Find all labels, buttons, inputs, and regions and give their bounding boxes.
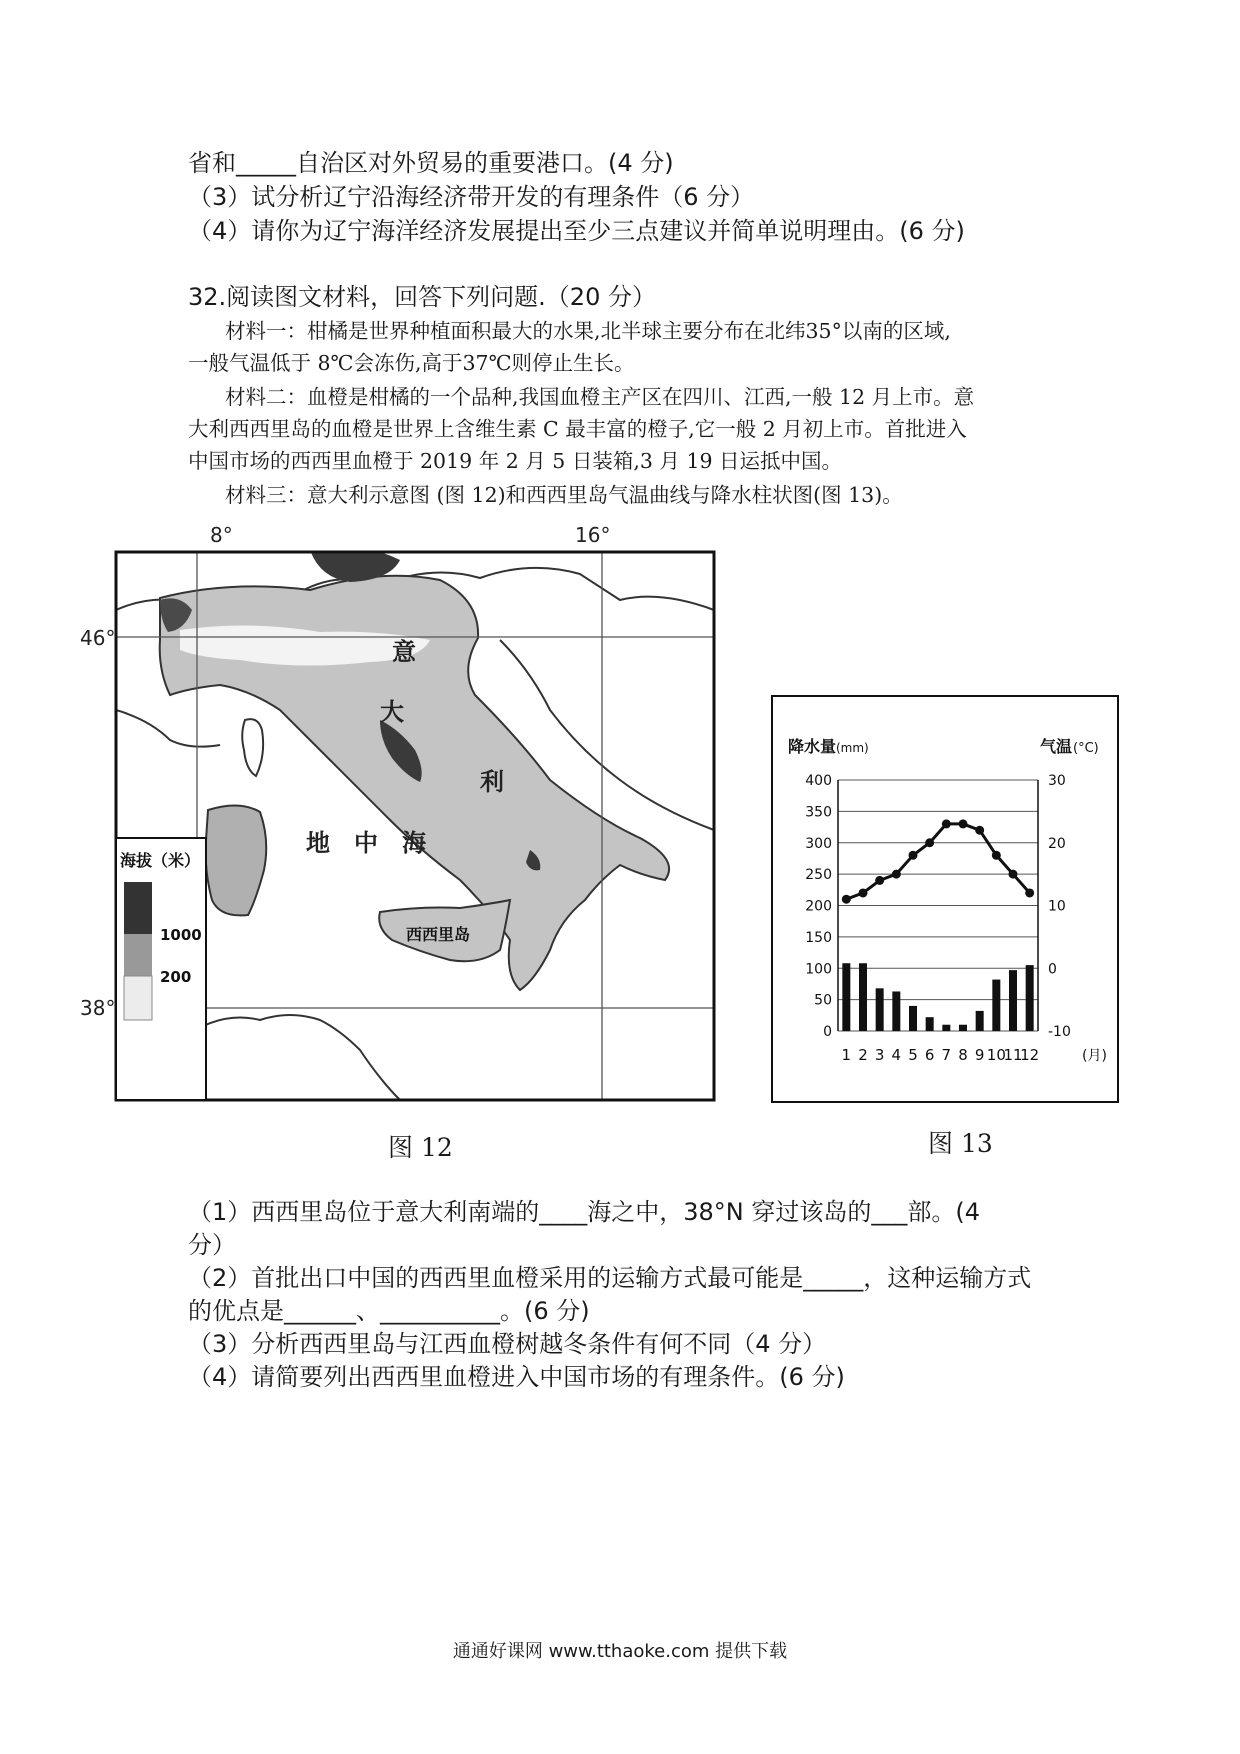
temp-point-8 <box>959 819 968 828</box>
page-footer: 通通好课网 www.tthaoke.com 提供下载 <box>452 1641 788 1662</box>
question-32-title: 32.阅读图文材料，回答下列问题.（20 分） <box>188 283 656 311</box>
x-tick-12: 12 <box>1020 1046 1040 1064</box>
material-1-line-2: 一般气温低于 8℃会冻伤,高于37℃则停止生长。 <box>188 351 635 375</box>
sub-question-1-line-1: （1）西西里岛位于意大利南端的____海之中，38°N 穿过该岛的___部。(4 <box>188 1198 981 1226</box>
sub-question-4: （4）请简要列出西西里血橙进入中国市场的有理条件。(6 分) <box>188 1363 845 1391</box>
left-tick-400: 400 <box>805 773 832 789</box>
temp-point-2 <box>859 888 868 897</box>
left-tick-50: 50 <box>814 992 832 1009</box>
sub-question-3: （3）分析西西里岛与江西血橙树越冬条件有何不同（4 分） <box>188 1330 827 1358</box>
precip-bar-5 <box>909 1006 917 1031</box>
legend-title: 海拔（米） <box>120 851 201 870</box>
left-tick-200: 200 <box>805 898 832 915</box>
right-axis-label: 气温 <box>1040 737 1073 756</box>
temp-point-5 <box>909 851 918 860</box>
elevation-legend <box>116 838 206 1100</box>
x-tick-5: 5 <box>908 1046 918 1064</box>
italy-map <box>80 520 760 1120</box>
material-2-line-3: 中国市场的西西里血橙于 2019 年 2 月 5 日装箱,3 月 19 日运抵中国。 <box>188 449 843 473</box>
temp-point-3 <box>875 876 884 885</box>
country-char-1: 意 <box>392 638 416 666</box>
material-2-line-1: 材料二：血橙是柑橘的一个品种,我国血橙主产区在四川、江西,一般 12 月上市。意 <box>225 385 975 409</box>
x-tick-7: 7 <box>941 1046 952 1064</box>
question-31-part-3: （3）试分析辽宁沿海经济带开发的有理条件（6 分） <box>188 183 755 211</box>
precip-bar-2 <box>859 963 867 1031</box>
x-axis-unit: (月) <box>1082 1048 1107 1064</box>
temp-point-1 <box>842 895 851 904</box>
right-tick-30: 30 <box>1048 773 1066 789</box>
material-1-line-1: 材料一：柑橘是世界种植面积最大的水果,北半球主要分布在北纬35°以南的区域, <box>225 319 951 343</box>
right-tick-20: 20 <box>1048 835 1066 852</box>
precip-bar-1 <box>842 963 850 1031</box>
right-tick-0: 0 <box>1048 961 1057 978</box>
figure-13-caption: 图 13 <box>928 1129 993 1158</box>
left-tick-150: 150 <box>805 929 832 946</box>
temp-point-11 <box>1009 870 1018 879</box>
lon-label-16: 16° <box>575 523 611 547</box>
x-tick-8: 8 <box>958 1046 968 1064</box>
temp-point-12 <box>1025 888 1034 897</box>
left-axis-label: 降水量 <box>788 737 837 756</box>
precip-bar-11 <box>1009 970 1017 1031</box>
question-31-line-2: 省和_____自治区对外贸易的重要港口。(4 分) <box>188 149 674 177</box>
country-char-3: 利 <box>480 768 504 796</box>
climate-chart <box>770 694 1120 1104</box>
sub-question-2-line-2: 的优点是______、__________。(6 分) <box>188 1297 590 1325</box>
sub-question-2-line-1: （2）首批出口中国的西西里血橙采用的运输方式最可能是_____，这种运输方式 <box>188 1264 1032 1292</box>
lat-label-46: 46° <box>80 626 116 650</box>
material-2-line-2: 大利西西里岛的血橙是世界上含维生素 C 最丰富的橙子,它一般 2 月初上市。首批进入 <box>188 417 967 441</box>
figure-12-caption: 图 12 <box>388 1133 453 1162</box>
precip-bar-3 <box>876 988 884 1031</box>
x-tick-3: 3 <box>874 1046 885 1064</box>
precip-bar-7 <box>942 1025 950 1031</box>
left-axis-unit: (mm) <box>836 741 869 755</box>
temp-point-7 <box>942 819 951 828</box>
legend-level-200: 200 <box>160 968 192 986</box>
right-axis-unit: (°C) <box>1073 741 1099 756</box>
island-label: 西西里岛 <box>406 925 471 944</box>
sea-label: 地 中 海 <box>306 829 426 857</box>
left-tick-0: 0 <box>823 1024 832 1040</box>
temp-point-4 <box>892 870 901 879</box>
left-tick-350: 350 <box>805 804 832 821</box>
x-tick-10: 10 <box>986 1046 1006 1064</box>
x-tick-11: 11 <box>1003 1046 1023 1064</box>
x-tick-6: 6 <box>924 1046 935 1064</box>
lon-label-8: 8° <box>210 523 233 547</box>
temp-point-6 <box>925 838 934 847</box>
precip-bar-10 <box>992 980 1000 1031</box>
x-tick-4: 4 <box>891 1046 902 1064</box>
right-tick-10: 10 <box>1048 898 1066 915</box>
lat-label-38: 38° <box>80 996 116 1020</box>
precip-bar-8 <box>959 1025 967 1031</box>
material-3-line-1: 材料三：意大利示意图 (图 12)和西西里岛气温曲线与降水柱状图(图 13)。 <box>225 483 903 507</box>
precip-bar-9 <box>976 1011 984 1031</box>
precip-bar-12 <box>1026 965 1034 1031</box>
left-tick-250: 250 <box>805 867 832 884</box>
left-tick-300: 300 <box>805 835 832 852</box>
left-tick-100: 100 <box>805 961 832 978</box>
right-tick--10: -10 <box>1048 1024 1071 1040</box>
question-31-part-4: （4）请你为辽宁海洋经济发展提出至少三点建议并简单说明理由。(6 分) <box>188 217 965 245</box>
sub-question-1-line-2: 分） <box>188 1231 236 1259</box>
legend-level-1000: 1000 <box>160 926 202 944</box>
precip-bar-6 <box>926 1017 934 1031</box>
temp-point-9 <box>975 826 984 835</box>
x-tick-2: 2 <box>858 1046 868 1064</box>
x-tick-1: 1 <box>841 1046 852 1064</box>
precip-bar-4 <box>892 991 900 1031</box>
country-char-2: 大 <box>380 698 404 726</box>
x-tick-9: 9 <box>974 1046 985 1064</box>
temp-point-10 <box>992 851 1001 860</box>
